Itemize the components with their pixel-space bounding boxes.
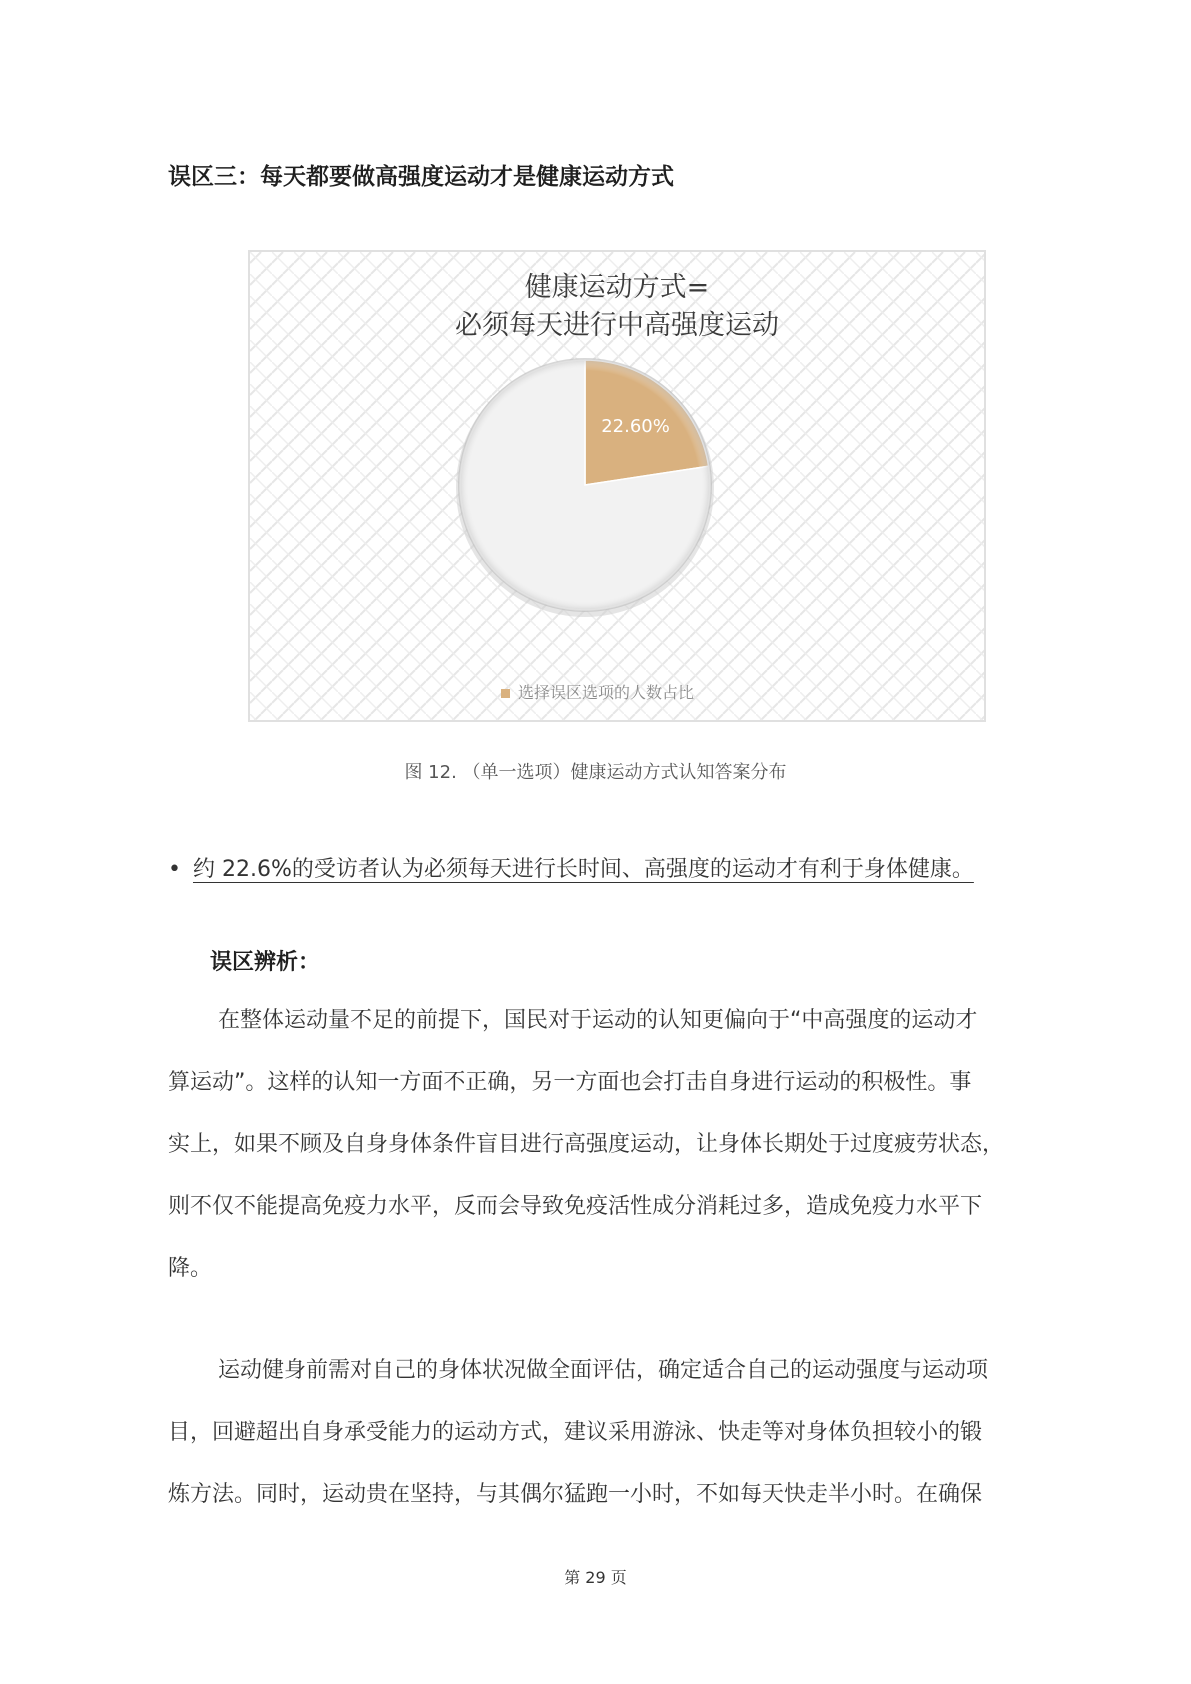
chart-legend xyxy=(501,683,694,702)
pie-rim xyxy=(458,358,712,612)
pie-slices xyxy=(456,358,714,617)
bullet-text: 约 22.6%的受访者认为必须每天进行长时间、高强度的运动才有利于身体健康。 xyxy=(192,857,974,882)
paragraph-line: 在整体运动量不足的前提下，国民对于运动的认知更偏向于“中高强度的运动才 xyxy=(218,1008,978,1033)
pie-chart-frame xyxy=(248,250,986,722)
analysis-subheading: 误区辨析： xyxy=(210,950,321,975)
legend-label: 选择误区选项的人数占比 xyxy=(518,683,695,702)
paragraph-line: 则不仅不能提高免疫力水平，反而会导致免疫活性成分消耗过多，造成免疫力水平下 xyxy=(168,1194,983,1219)
paragraph-line: 运动健身前需对自己的身体状况做全面评估，确定适合自己的运动强度与运动项 xyxy=(218,1358,989,1383)
chart-title-line-1: 健康运动方式= xyxy=(524,272,710,303)
paragraph-line: 实上，如果不顾及自身身体条件盲目进行高强度运动，让身体长期处于过度疲劳状态， xyxy=(168,1132,1005,1157)
pie-chart xyxy=(250,252,984,720)
page-number: 第 29 页 xyxy=(564,1568,627,1587)
bullet-marker: • xyxy=(168,857,181,882)
bullet-point xyxy=(168,852,974,883)
paragraph xyxy=(168,990,1068,1300)
section-heading: 误区三：每天都要做高强度运动才是健康运动方式 xyxy=(168,164,674,190)
legend-swatch xyxy=(501,689,510,698)
paragraph xyxy=(168,1340,1068,1526)
figure-caption: 图 12. （单一选项）健康运动方式认知答案分布 xyxy=(404,762,787,783)
paragraph-line: 算运动”。这样的认知一方面不正确，另一方面也会打击自身进行运动的积极性。事 xyxy=(168,1070,972,1095)
paragraph-line: 目，回避超出自身承受能力的运动方式，建议采用游泳、快走等对身体负担较小的锻 xyxy=(168,1420,983,1445)
chart-title-line-2: 必须每天进行中高强度运动 xyxy=(455,310,779,341)
paragraph-line: 炼方法。同时，运动贵在坚持，与其偶尔猛跑一小时，不如每天快走半小时。在确保 xyxy=(168,1482,983,1507)
paragraph-line: 降。 xyxy=(168,1256,213,1281)
